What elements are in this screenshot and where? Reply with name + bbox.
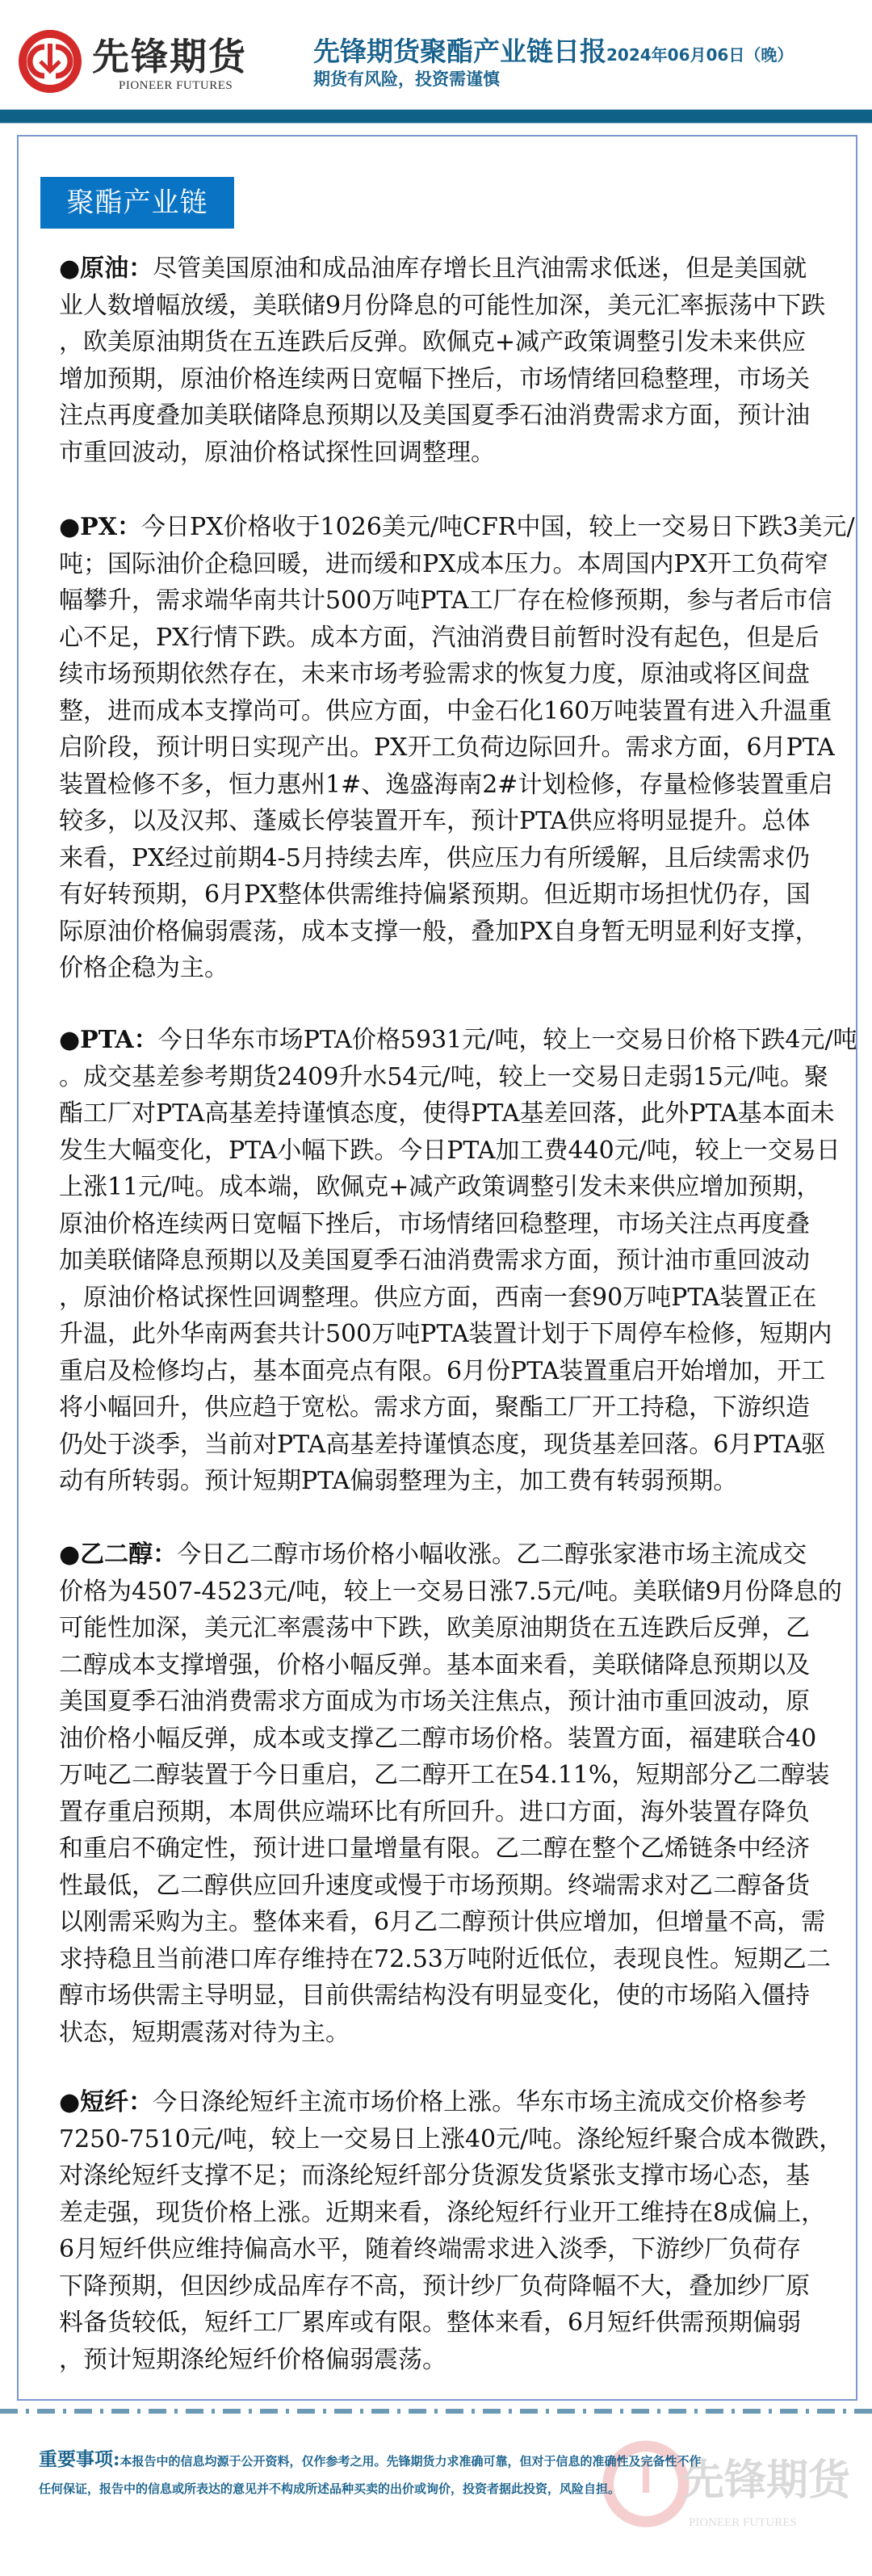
paragraph-line: 有好转预期，6月PX整体供需维持偏紧预期。但近期市场担忧仍存，国 bbox=[59, 880, 811, 909]
paragraph-px bbox=[59, 509, 854, 987]
paragraph-line: ●PX：今日PX价格收于1026美元/吨CFR中国，较上一交易日下跌3美元/ bbox=[59, 513, 855, 541]
logo-english-text: PIONEER FUTURES bbox=[119, 79, 233, 92]
paragraph-line: 醇市场供需主导明显，目前供需结构没有明显变化，使的市场陷入僵持 bbox=[59, 1981, 810, 2010]
paragraph-line: 发生大幅变化，PTA小幅下跌。今日PTA加工费440元/吨，较上一交易日 bbox=[59, 1136, 841, 1165]
paragraph-lead: ●乙二醇： bbox=[59, 1540, 178, 1569]
paragraph-line: 幅攀升，需求端华南共计500万吨PTA工厂存在检修预期，参与者后市信 bbox=[59, 586, 832, 615]
paragraph-line: 原油价格连续两日宽幅下挫后，市场情绪回稳整理，市场关注点再度叠 bbox=[59, 1209, 810, 1238]
paragraph-lead: ●短纤： bbox=[59, 2088, 153, 2116]
disclaimer bbox=[39, 2446, 854, 2502]
paragraph-ethylene-glycol bbox=[59, 1536, 854, 2051]
paragraph-line: 料备货较低，短纤工厂累库或有限。整体来看，6月短纤供需预期偏弱 bbox=[59, 2309, 802, 2337]
paragraph-line: 增加预期，原油价格连续两日宽幅下挫后，市场情绪回稳整理，市场关 bbox=[59, 364, 810, 393]
report-header bbox=[0, 0, 872, 109]
section-tag-polyester-chain: 聚酯产业链 bbox=[40, 177, 234, 229]
watermark-en-text: PIONEER FUTURES bbox=[689, 2516, 797, 2529]
report-title bbox=[313, 31, 793, 69]
paragraph-line: 酯工厂对PTA高基差持谨慎态度，使得PTA基差回落，此外PTA基本面未 bbox=[59, 1099, 835, 1128]
paragraph-line: 性最低，乙二醇供应回升速度或慢于市场预期。终端需求对乙二醇备货 bbox=[59, 1871, 810, 1900]
paragraph-line: 上涨11元/吨。成本端，欧佩克+减产政策调整引发未来供应增加预期， bbox=[59, 1173, 821, 1201]
paragraph-line: 注点再度叠加美联储降息预期以及美国夏季石油消费需求方面，预计油 bbox=[59, 401, 810, 430]
paragraph-line: 下降预期，但因纱成品库存不高，预计纱厂负荷降幅不大，叠加纱厂原 bbox=[59, 2271, 810, 2301]
paragraph-line: ●乙二醇：今日乙二醇市场价格小幅收涨。乙二醇张家港市场主流成交 bbox=[59, 1540, 807, 1569]
paragraph-line: 可能性加深，美元汇率震荡中下跌，欧美原油期货在五连跌后反弹，乙 bbox=[59, 1614, 810, 1642]
pioneer-logo-icon bbox=[18, 29, 82, 94]
paragraph-line: ，原油价格试探性回调整理。供应方面，西南一套90万吨PTA装置正在 bbox=[59, 1283, 817, 1312]
paragraph-line: 状态，短期震荡对待为主。 bbox=[59, 2018, 350, 2047]
paragraph-line: 来看，PX经过前期4-5月持续去库，供应压力有所缓解，且后续需求仍 bbox=[59, 843, 810, 872]
paragraph-line: 动有所转弱。预计短期PTA偏弱整理为主，加工费有转弱预期。 bbox=[59, 1467, 738, 1495]
paragraph-line: 美国夏季石油消费需求方面成为市场关注焦点，预计油市重回波动，原 bbox=[59, 1687, 810, 1716]
paragraph-line: 求持稳且当前港口库存维持在72.53万吨附近低位，表现良性。短期乙二 bbox=[59, 1944, 831, 1973]
paragraph-line: 业人数增幅放缓，美联储9月份降息的可能性加深，美元汇率振荡中下跌 bbox=[59, 291, 826, 320]
paragraph-line: 较多，以及汉邦、蓬威长停装置开车，预计PTA供应将明显提升。总体 bbox=[59, 807, 811, 835]
disclaimer-line-2: 任何保证，报告中的信息或所表达的意见并不构成所述品种买卖的出价或询价，投资者据此投资，风险自担。 bbox=[39, 2481, 621, 2496]
paragraph-lead: ●PX： bbox=[59, 513, 142, 541]
paragraph-line: 。成交基差参考期货2409升水54元/吨，较上一交易日走弱15元/吨。聚 bbox=[59, 1062, 828, 1091]
paragraph-line: 将小幅回升，供应趋于宽松。需求方面，聚酯工厂开工持稳，下游织造 bbox=[59, 1393, 810, 1422]
pioneer-futures-logo bbox=[18, 23, 260, 103]
watermark-cn-text: 先锋期货 bbox=[682, 2456, 851, 2505]
report-title-main: 先锋期货聚酯产业链日报 bbox=[313, 36, 606, 67]
paragraph-line: 装置检修不多，恒力惠州1#、逸盛海南2#计划检修，存量检修装置重启 bbox=[59, 770, 833, 799]
paragraph-line: ，欧美原油期货在五连跌后反弹。欧佩克+减产政策调整引发未来供应 bbox=[59, 328, 807, 356]
paragraph-line: 续市场预期依然存在，未来市场考验需求的恢复力度，原油或将区间盘 bbox=[59, 660, 810, 688]
logo-chinese-text: 先锋期货 bbox=[92, 35, 247, 78]
paragraph-line: 际原油价格偏弱震荡，成本支撑一般，叠加PX自身暂无明显利好支撑， bbox=[59, 917, 820, 946]
paragraph-line: ●短纤：今日涤纶短纤主流市场价格上涨。华东市场主流成交价格参考 bbox=[59, 2088, 807, 2116]
paragraph-line: 吨；国际油价企稳回暖，进而缓和PX成本压力。本周国内PX开工负荷窄 bbox=[59, 549, 829, 578]
paragraph-lead: ●原油： bbox=[59, 254, 153, 283]
paragraph-line: ●原油：尽管美国原油和成品油库存增长且汽油需求低迷，但是美国就 bbox=[59, 254, 807, 283]
paragraph-line: ●PTA：今日华东市场PTA价格5931元/吨，较上一交易日价格下跌4元/吨 bbox=[59, 1026, 857, 1054]
paragraph-line: 升温，此外华南两套共计500万吨PTA装置计划于下周停车检修，短期内 bbox=[59, 1320, 832, 1348]
paragraph-line: 置存重启预期，本周供应端环比有所回升。进口方面，海外装置存降负 bbox=[59, 1797, 810, 1826]
paragraph-line: 和重启不确定性，预计进口量增量有限。乙二醇在整个乙烯链条中经济 bbox=[59, 1834, 810, 1863]
paragraph-line: 重启及检修均占，基本面亮点有限。6月份PTA装置重启开始增加，开工 bbox=[59, 1356, 826, 1385]
paragraph-pta bbox=[59, 1022, 857, 1500]
paragraph-crude-oil bbox=[59, 250, 854, 471]
paragraph-staple-fiber bbox=[59, 2084, 854, 2378]
report-date: 2024年06月06日（晚） bbox=[606, 45, 794, 65]
paragraph-line: 差走强，现货价格上涨。近期来看，涤纶短纤行业开工维持在8成偏上， bbox=[59, 2198, 826, 2227]
paragraph-line: 油价格小幅反弹，成本或支撑乙二醇市场价格。装置方面，福建联合40 bbox=[59, 1724, 817, 1753]
paragraph-line: 以刚需采购为主。整体来看，6月乙二醇预计供应增加，但增量不高，需 bbox=[59, 1908, 826, 1936]
paragraph-line: 启阶段，预计明日实现产出。PX开工负荷边际回升。需求方面，6月PTA bbox=[59, 733, 835, 762]
risk-warning-subtitle: 期货有风险，投资需谨慎 bbox=[313, 69, 500, 89]
paragraph-line: 二醇成本支撑增强，价格小幅反弹。基本面来看，美联储降息预期以及 bbox=[59, 1650, 810, 1679]
paragraph-line: ，预计短期涤纶短纤价格偏弱震荡。 bbox=[59, 2345, 446, 2374]
paragraph-line: 6月短纤供应维持偏高水平，随着终端需求进入淡季，下游纱厂负荷存 bbox=[59, 2235, 802, 2263]
paragraph-line: 仍处于淡季，当前对PTA高基差持谨慎态度，现货基差回落。6月PTA驱 bbox=[59, 1430, 826, 1459]
header-divider-bar bbox=[0, 109, 872, 124]
paragraph-line: 心不足，PX行情下跌。成本方面，汽油消费目前暂时没有起色，但是后 bbox=[59, 623, 820, 652]
paragraph-line: 价格企稳为主。 bbox=[59, 954, 228, 982]
paragraph-line: 整，进而成本支撑尚可。供应方面，中金石化160万吨装置有进入升温重 bbox=[59, 696, 832, 725]
paragraph-lead: ●PTA： bbox=[59, 1026, 158, 1054]
paragraph-line: 加美联储降息预期以及美国夏季石油消费需求方面，预计油市重回波动 bbox=[59, 1246, 810, 1275]
paragraph-line: 7250-7510元/吨，较上一交易日上涨40元/吨。涤纶短纤聚合成本微跌， bbox=[59, 2124, 844, 2154]
paragraph-line: 万吨乙二醇装置于今日重启，乙二醇开工在54.11%，短期部分乙二醇装 bbox=[59, 1761, 830, 1789]
paragraph-line: 对涤纶短纤支撑不足；而涤纶短纤部分货源发货紧张支撑市场心态，基 bbox=[59, 2162, 810, 2190]
dash-dot-divider bbox=[0, 2409, 872, 2414]
paragraph-line: 价格为4507-4523元/吨，较上一交易日涨7.5元/吨。美联储9月份降息的 bbox=[59, 1577, 842, 1606]
disclaimer-line-1: 重要事项:本报告中的信息均源于公开资料，仅作参考之用。先锋期货力求准确可靠，但对于信息的准确性及完备性不作 bbox=[39, 2448, 702, 2470]
disclaimer-label: 重要事项: bbox=[39, 2448, 120, 2470]
paragraph-line: 市重回波动，原油价格试探性回调整理。 bbox=[59, 438, 495, 467]
